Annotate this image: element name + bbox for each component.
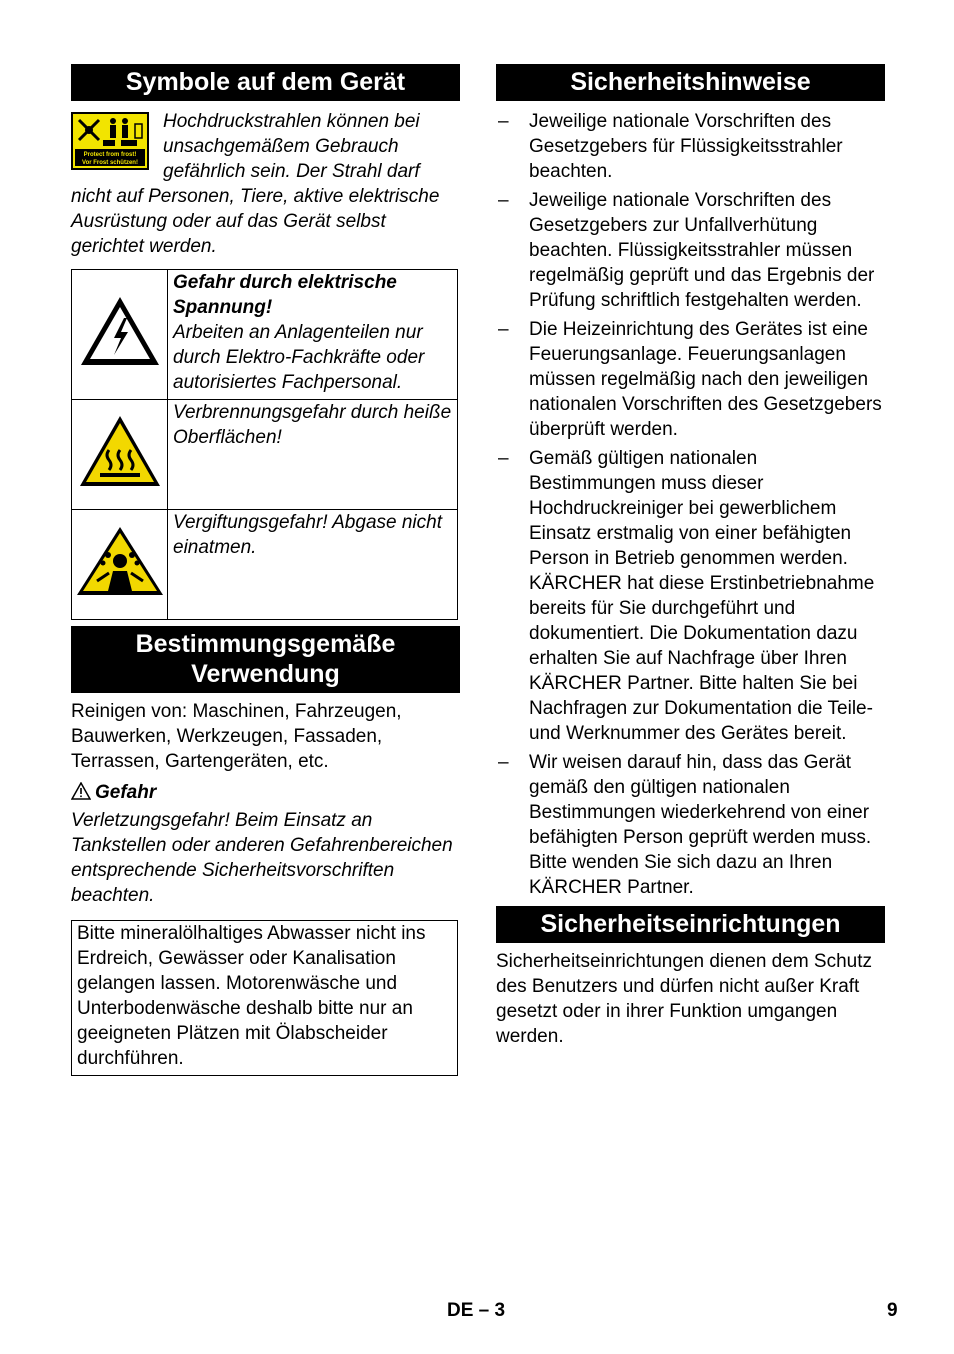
list-item (496, 188, 885, 313)
list-item-text: Jeweilige nationale Vorschriften des Gesetzgebers für Flüssigkeitsstrahler beachten. (529, 111, 843, 182)
usage-text: Reinigen von: Maschinen, Fahrzeugen, Bauwerken, Werkzeugen, Fassaden, Terrassen, Gartengeräten, etc. (71, 701, 402, 772)
toxic-fumes-icon (72, 510, 168, 620)
list-item (496, 446, 885, 746)
list-item (496, 317, 885, 442)
environment-note-box (71, 920, 458, 1076)
usage-heading: Bestimmungsgemäße Verwendung (71, 626, 460, 693)
safety-list (496, 109, 885, 900)
sticker-text-1: Protect from frost! (83, 152, 137, 158)
dash-bullet: – (498, 448, 509, 469)
electrical-hazard-icon (72, 270, 168, 400)
right-column (496, 64, 885, 1049)
section-code: DE – 3 (447, 1300, 506, 1321)
dash-bullet: – (498, 111, 509, 132)
danger-triangle-icon (71, 782, 91, 800)
safety-heading: Sicherheitshinweise (496, 64, 885, 101)
environment-note-text: Bitte mineralölhaltiges Abwasser nicht ins Erdreich, Gewässer oder Kanalisation gelangen lassen. Motorenwäsche und Unterbodenwäsche deshalb bitte nur an geeigneten Plätzen mit Ölabscheider durchführen. (77, 923, 426, 1069)
warning-symbols-table (71, 269, 458, 620)
list-item-text: Wir weisen darauf hin, dass das Gerät gemäß den gültigen nationalen Bestimmungen wiederkehrend von einer befähigten Person geprüft werden muss. Bitte wenden Sie sich dazu an Ihren KÄRCHER Partner. (529, 752, 872, 898)
devices-heading: Sicherheitseinrichtungen (496, 906, 885, 943)
hot-surface-icon (72, 400, 168, 510)
danger-label (71, 780, 460, 805)
list-item-text: Gemäß gültigen nationalen Bestimmungen muss dieser Hochdruckreiniger bei gewerblichem Einsatz erstmalig von einer befähigten Person in Betrieb genommen werden. KÄRCHER hat diese Erstinbetriebnahme bereits für Sie durchgeführt und dokumentiert. Die Dokumentation dazu erhalten Sie auf Nachfrage über Ihren KÄRCHER Partner. Bitte halten Sie bei Nachfragen zur Dokumentation die Teile- und Werknummer des Gerätes bereit. (529, 448, 875, 744)
list-item-text: Jeweilige nationale Vorschriften des Gesetzgebers zur Unfallverhütung beachten. Flüssigkeitsstrahler müssen regelmäßig geprüft und das Ergebnis der Prüfung schriftlich festgehalten werden. (529, 190, 875, 311)
devices-text: Sicherheitseinrichtungen dienen dem Schutz des Benutzers und dürfen nicht außer Kraft gesetzt oder in ihrer Funktion umgangen werden. (496, 951, 873, 1047)
list-item-text: Die Heizeinrichtung des Gerätes ist eine Feuerungsanlage. Feuerungsanlagen müssen regelmäßig nach den jeweiligen nationalen Vorschriften des Gesetzgebers überprüft werden. (529, 319, 882, 440)
warning-text-hot-surface (168, 400, 458, 510)
dash-bullet: – (498, 319, 509, 340)
table-row (72, 270, 458, 400)
warning-body: Vergiftungsgefahr! Abgase nicht einatmen. (173, 512, 442, 558)
symbols-heading: Symbole auf dem Gerät (71, 64, 460, 101)
list-item (496, 750, 885, 900)
warning-body: Arbeiten an Anlagenteilen nur durch Elektro-Fachkräfte oder autorisiertes Fachpersonal. (173, 322, 425, 393)
sticker-text-2: Vor Frost schützen! (82, 160, 138, 166)
left-column (71, 64, 460, 1076)
list-item (496, 109, 885, 184)
warning-body: Verbrennungsgefahr durch heiße Oberflächen! (173, 402, 452, 448)
table-row (72, 400, 458, 510)
warning-text-toxic (168, 510, 458, 620)
symbols-intro-text: Hochdruckstrahlen können bei unsachgemäßem Gebrauch gefährlich sein. Der Strahl darf nicht auf Personen, Tiere, aktive elektrische Ausrüstung oder auf das Gerät selbst gerichtet werden. (71, 111, 440, 257)
pressure-jet-warning-sticker-icon (71, 112, 149, 170)
warning-title: Gefahr durch elektrische Spannung! (173, 272, 397, 318)
warning-text-electrical (168, 270, 458, 400)
danger-label-text: Gefahr (95, 782, 157, 803)
symbols-intro (71, 109, 460, 259)
danger-text: Verletzungsgefahr! Beim Einsatz an Tankstellen oder anderen Gefahrenbereichen entsprechende Sicherheitsvorschriften beachten. (71, 810, 453, 906)
page-number: 9 (887, 1300, 898, 1321)
dash-bullet: – (498, 752, 509, 773)
dash-bullet: – (498, 190, 509, 211)
table-row (72, 510, 458, 620)
